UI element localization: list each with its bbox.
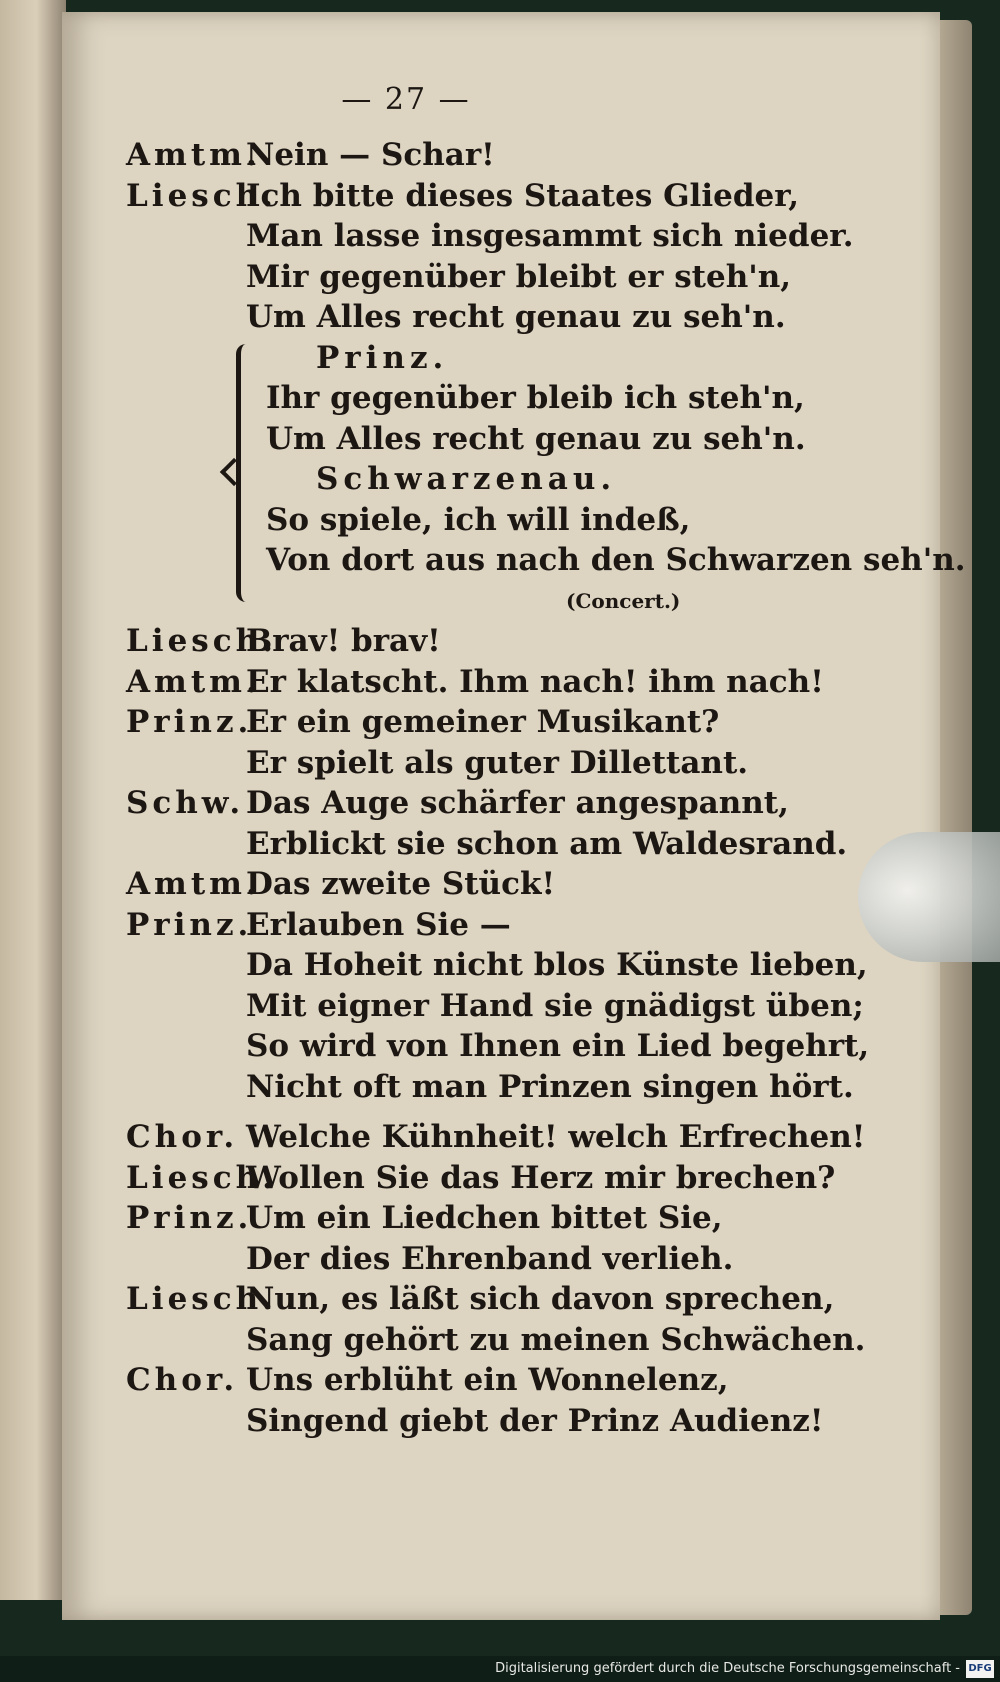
dialogue-line [126, 905, 906, 946]
speaker-name: Prinz. [126, 906, 253, 943]
dialogue-text: Um ein Liedchen bittet Sie, [246, 1200, 723, 1236]
dialogue-text: Nun, es läßt sich davon sprechen, [246, 1281, 835, 1317]
dialogue-text: Wollen Sie das Herz mir brechen? [246, 1159, 836, 1196]
dialogue-block-after [126, 621, 906, 1107]
dialogue-line [126, 135, 906, 176]
dialogue-text: Mit eigner Hand sie gnädigst üben; [246, 987, 864, 1024]
dialogue-line [126, 1239, 906, 1280]
prinz-line-2: Um Alles recht genau zu seh'n. [266, 420, 806, 457]
dialogue-line [126, 743, 906, 784]
dialogue-line [126, 662, 906, 703]
dialogue-line [126, 1279, 906, 1320]
dialogue-text: Das zweite Stück! [246, 866, 556, 902]
dialogue-block-before [126, 135, 906, 338]
stanza-gap [126, 1107, 906, 1117]
dialogue-line [126, 257, 906, 298]
dialogue-text: Nicht oft man Prinzen singen hört. [246, 1068, 854, 1105]
dialogue-line [126, 783, 906, 824]
dialogue-text: So wird von Ihnen ein Lied begehrt, [246, 1028, 870, 1064]
dialogue-text: Er ein gemeiner Musikant? [246, 704, 720, 740]
dialogue-text: Er klatscht. Ihm nach! ihm nach! [246, 663, 824, 700]
speaker-name: Amtm. [126, 137, 261, 173]
schwarzenau-heading: Schwarzenau. [316, 461, 617, 497]
stage-direction: (Concert.) [566, 588, 681, 613]
dialogue-text: Welche Kühnheit! welch Erfrechen! [246, 1119, 866, 1155]
speaker-name: Liesch. [126, 1159, 277, 1196]
dialogue-text: Sang gehört zu meinen Schwächen. [246, 1321, 866, 1358]
brace-group [126, 338, 966, 622]
speaker-name: Chor. [126, 1119, 239, 1155]
dialogue-line [126, 1401, 906, 1442]
dialogue-text: Erblickt sie schon am Waldesrand. [246, 825, 848, 862]
page-number: — 27 — [341, 82, 471, 117]
dialogue-line [126, 945, 906, 986]
speaker-name: Schw. [126, 785, 245, 821]
speaker-name: Amtm. [126, 866, 261, 902]
dialogue-line [126, 1067, 906, 1108]
dialogue-text: Mir gegenüber bleibt er steh'n, [246, 258, 792, 295]
facing-page-edge [0, 0, 66, 1600]
dialogue-text: Er spielt als guter Dillettant. [246, 744, 749, 781]
dialogue-block-chorus [126, 1117, 906, 1441]
speaker-name: Liesch. [126, 1281, 277, 1317]
dialogue-line [126, 621, 906, 662]
dialogue-line [126, 1158, 906, 1199]
page-content [126, 82, 966, 1441]
speaker-name: Prinz. [126, 1200, 253, 1236]
dialogue-text: Brav! brav! [246, 623, 441, 659]
dialogue-line [126, 1117, 906, 1158]
dialogue-text: Da Hoheit nicht blos Künste lieben, [246, 947, 868, 983]
dialogue-text: Ich bitte dieses Staates Glieder, [246, 177, 800, 214]
dialogue-text: Uns erblüht ein Wonnelenz, [246, 1362, 729, 1398]
speaker-name: Chor. [126, 1362, 239, 1398]
schwarzenau-line-1: So spiele, ich will indeß, [266, 501, 691, 538]
dialogue-text: Das Auge schärfer angespannt, [246, 785, 789, 821]
schwarzenau-line-2: Von dort aus nach den Schwarzen seh'n. [266, 542, 966, 578]
dialogue-line [126, 297, 906, 338]
dialogue-line [126, 1360, 906, 1401]
prinz-line-1: Ihr gegenüber bleib ich steh'n, [266, 380, 805, 416]
digitization-footer [0, 1656, 1000, 1682]
dialogue-text: Der dies Ehrenband verlieh. [246, 1240, 734, 1277]
dialogue-text: Singend giebt der Prinz Audienz! [246, 1402, 824, 1439]
dialogue-line [126, 702, 906, 743]
dialogue-line [126, 1320, 906, 1361]
footer-credit: Digitalisierung gefördert durch die Deutsche Forschungsgemeinschaft - [495, 1661, 960, 1676]
dialogue-line [126, 1198, 906, 1239]
prinz-heading: Prinz. [316, 339, 449, 376]
speaker-name: Liesch. [126, 177, 277, 214]
dialogue-line [126, 1026, 906, 1067]
dialogue-text: Um Alles recht genau zu seh'n. [246, 299, 786, 335]
dialogue-text: Erlauben Sie — [246, 906, 511, 943]
speaker-name: Amtm. [126, 663, 261, 700]
dialogue-line [126, 864, 906, 905]
speaker-name: Liesch. [126, 623, 277, 659]
dfg-logo: DFG [966, 1660, 994, 1678]
dialogue-line [126, 824, 906, 865]
dialogue-text: Nein — Schar! [246, 137, 495, 173]
dialogue-text: Man lasse insgesammt sich nieder. [246, 218, 854, 254]
dialogue-line [126, 216, 906, 257]
speaker-name: Prinz. [126, 704, 253, 740]
dialogue-line [126, 176, 906, 217]
dialogue-line [126, 986, 906, 1027]
